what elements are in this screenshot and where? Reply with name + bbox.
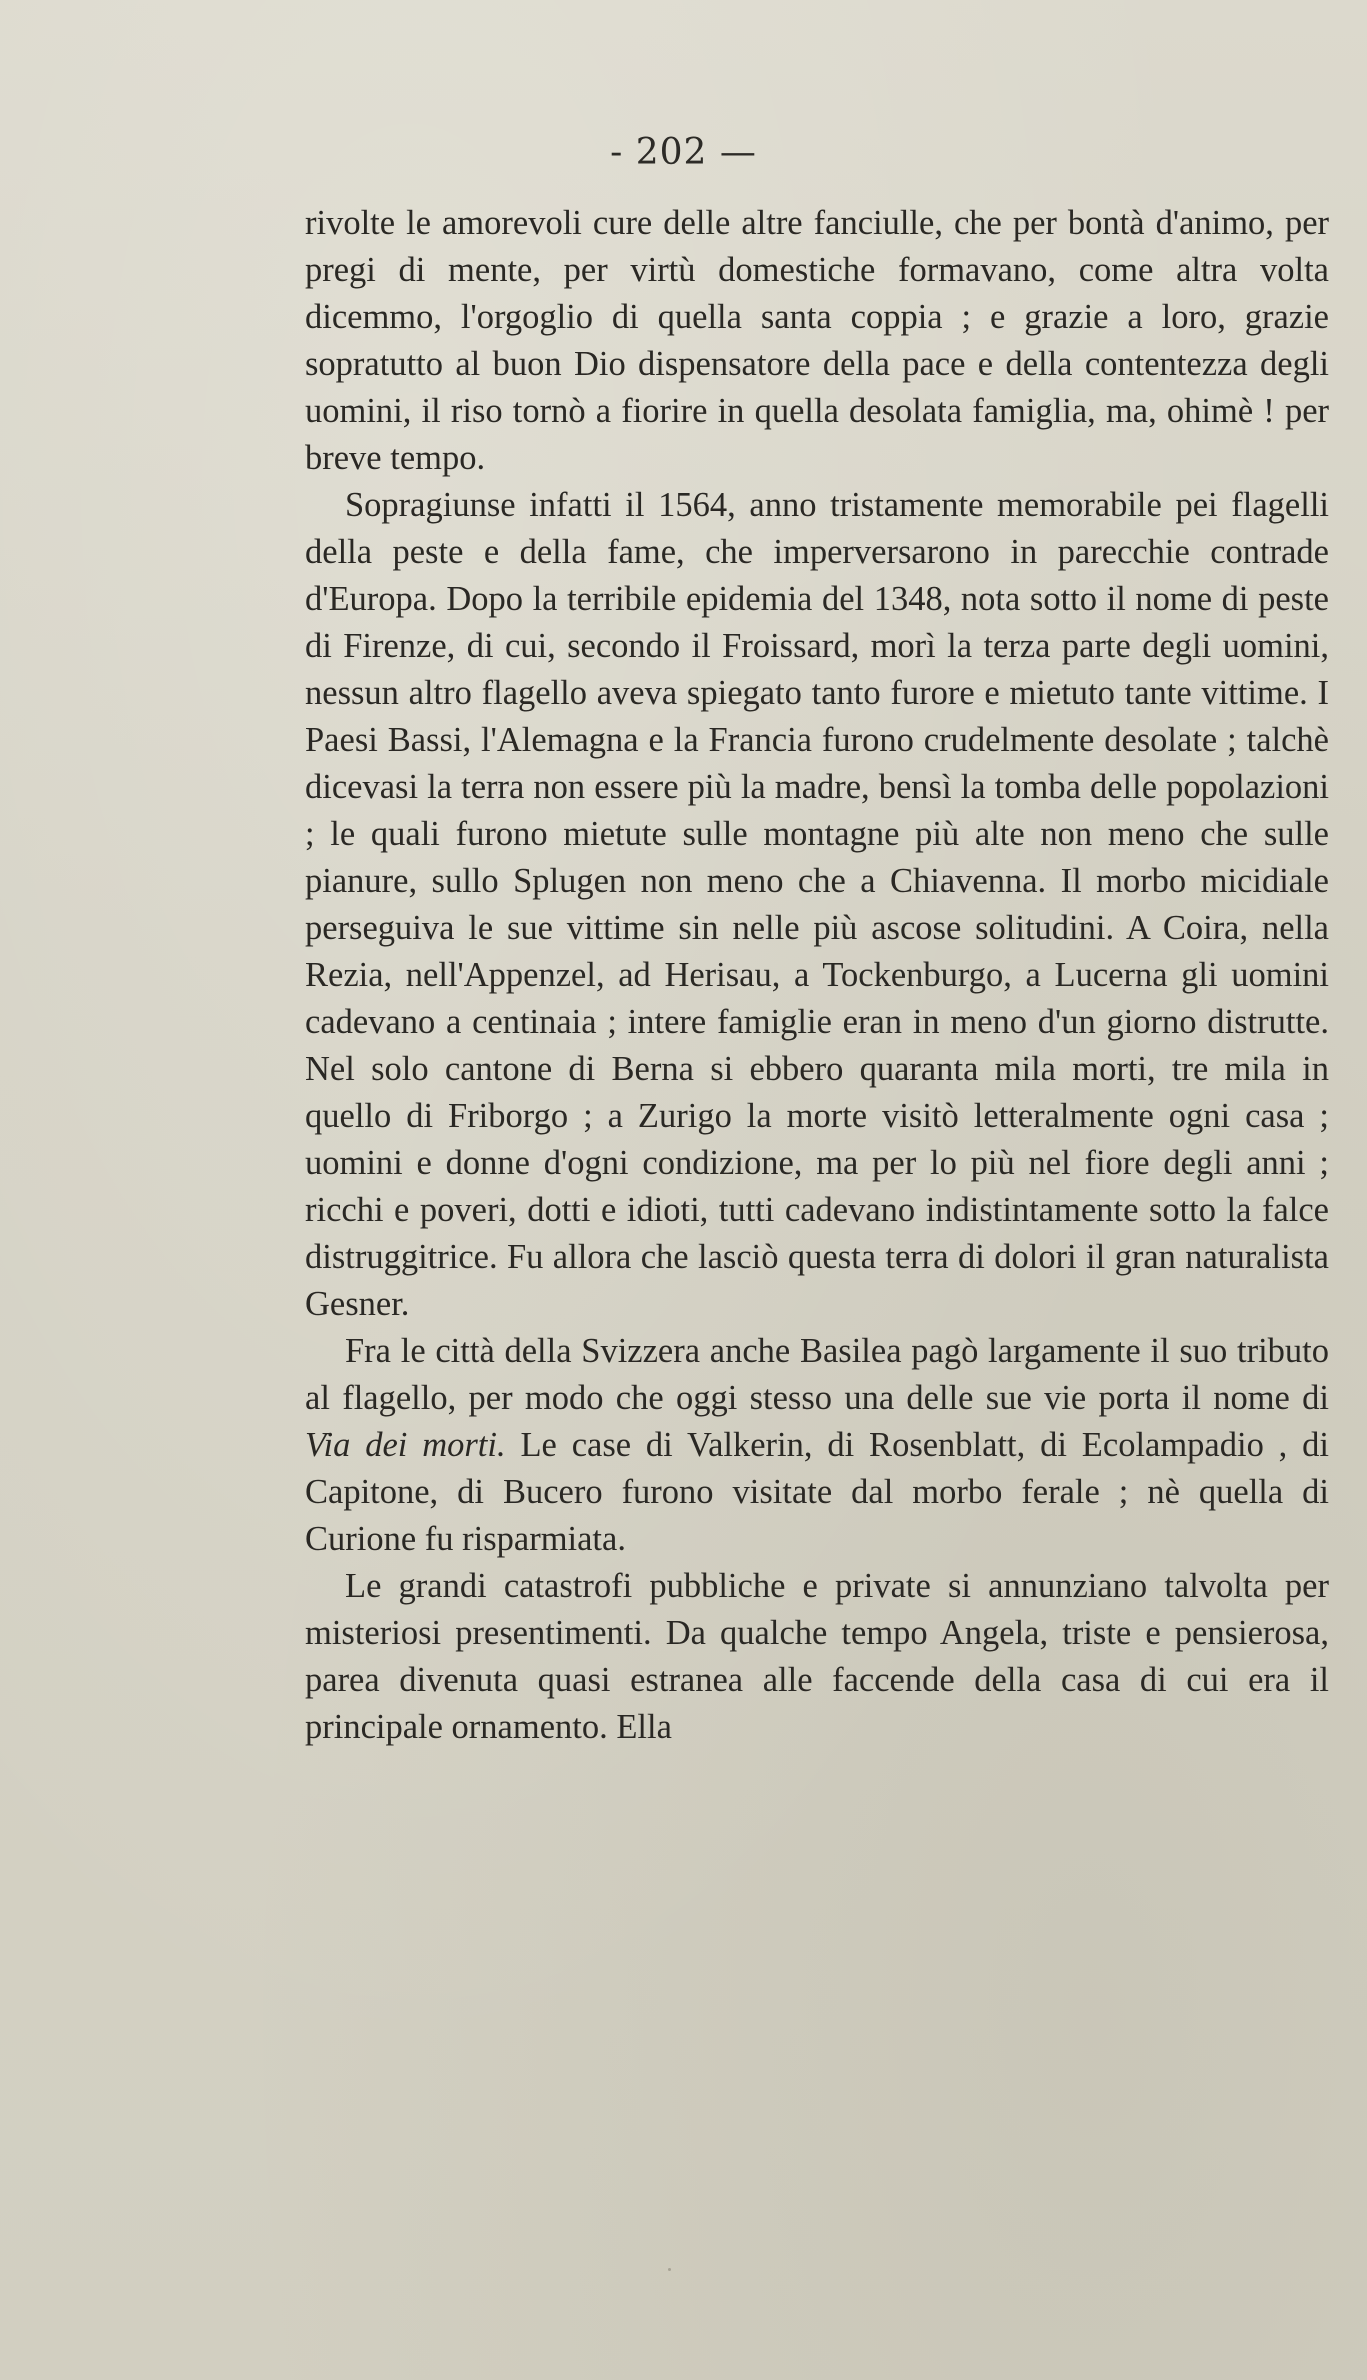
paragraph-3-text-before: Fra le città della Svizzera anche Basilea pagò largamente il suo tributo al flagello, per modo che oggi stesso una delle sue vie porta il nome di — [305, 1332, 1329, 1417]
paragraph-3-text-after: Le case di Valkerin, di Rosenblatt, di Ecolampadio , di Capitone, di Bucero furono visitate dal morbo ferale ; nè quella di Curione fu risparmiata. — [305, 1426, 1329, 1558]
paragraph-2: Sopragiunse infatti il 1564, anno tristamente memorabile pei flagelli della peste e della fame, che imperversarono in parecchie contrade d'Europa. Dopo la terribile epidemia del 1348, nota sotto il nome di peste di Firenze, di cui, secondo il Froissard, morì la terza parte degli uomini, nessun altro flagello aveva spiegato tanto furore e mietuto tante vittime. I Paesi Bassi, l'Alemagna e la Francia furono crudelmente desolate ; talchè dicevasi la terra non essere più la madre, bensì la tomba delle popolazioni ; le quali furono mietute sulle montagne più alte non meno che sulle pianure, sullo Splugen non meno che a Chiavenna. Il morbo micidiale perseguiva le sue vittime sin nelle più ascose solitudini. A Coira, nella Rezia, nell'Appenzel, ad Herisau, a Tockenburgo, a Lucerna gli uomini cadevano a centinaia ; intere famiglie eran in meno d'un giorno distrutte. Nel solo cantone di Berna si ebbero quaranta mila morti, tre mila in quello di Friborgo ; a Zurigo la morte visitò letteralmente ogni casa ; uomini e donne d'ogni condizione, ma per lo più nel fiore degli anni ; ricchi e poveri, dotti e idioti, tutti cadevano indistintamente sotto la falce distruggitrice. Fu allora che lasciò questa terra di dolori il gran naturalista Gesner. — [305, 486, 1329, 1323]
paragraph-3 — [305, 1328, 1329, 1563]
paragraph-4: Le grandi catastrofi pubbliche e private si annunziano talvolta per misteriosi presentimenti. Da qualche tempo Angela, triste e pensierosa, parea divenuta quasi estranea alle faccende della casa di cui era il principale ornamento. Ella — [305, 1567, 1329, 1746]
paper-speck — [668, 2268, 671, 2271]
page-number: - 202 — — [610, 132, 757, 173]
street-name-italic: Via dei morti. — [305, 1426, 506, 1464]
paragraph-1: rivolte le amorevoli cure delle altre fanciulle, che per bontà d'animo, per pregi di mente, per virtù domestiche formavano, come altra volta dicemmo, l'orgoglio di quella santa coppia ; e grazie a loro, grazie sopratutto al buon Dio dispensatore della pace e della contentezza degli uomini, il riso tornò a fiorire in quella desolata famiglia, ma, ohimè ! per breve tempo. — [305, 204, 1329, 477]
body-text — [305, 200, 1329, 1751]
